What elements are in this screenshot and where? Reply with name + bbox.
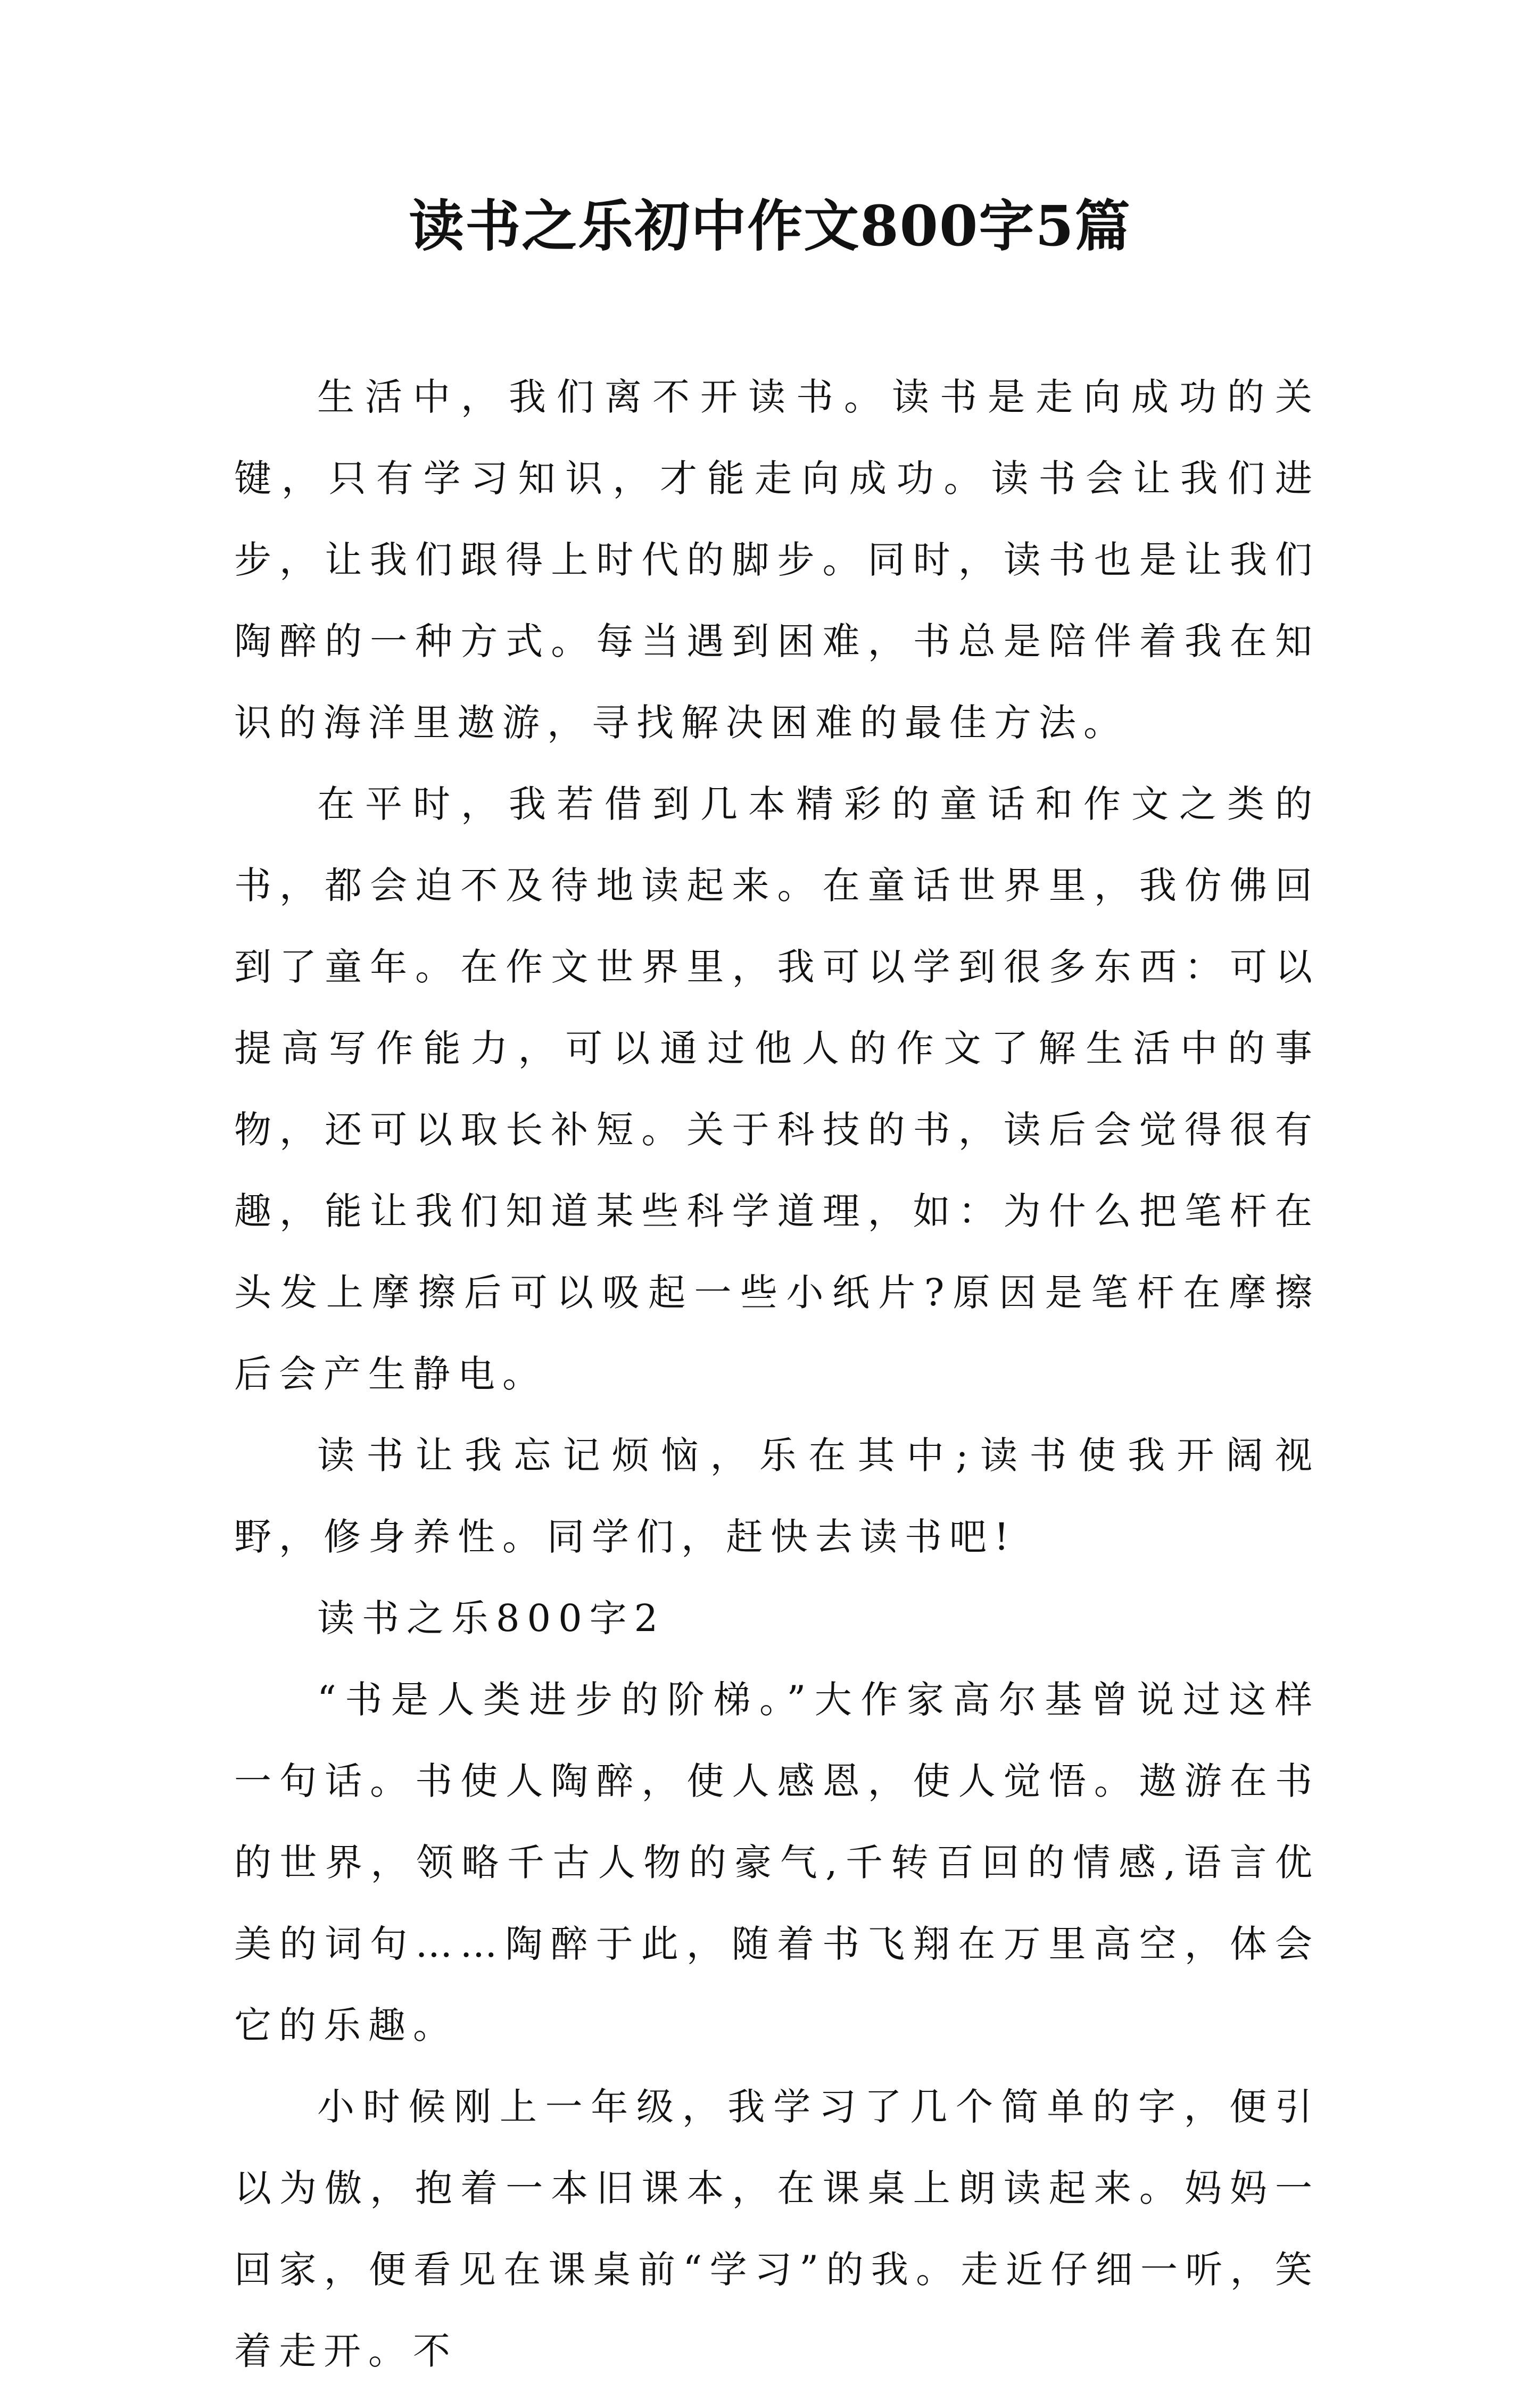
document-title: 读书之乐初中作文800字5篇	[409, 193, 1131, 259]
paragraph-5: 小时候刚上一年级，我学习了几个简单的字，便引以为傲，抱着一本旧课本，在课桌上朗读起来。妈妈一回家，便看见在课桌前“学习”的我。走近仔细一听，笑着走开。不	[234, 2085, 1320, 2373]
section-heading-2: 读书之乐800字2	[317, 1596, 666, 1640]
paragraph-1: 生活中，我们离不开读书。读书是走向成功的关键，只有学习知识，才能走向成功。读书会让我们进步，让我们跟得上时代的脚步。同时，读书也是让我们陶醉的一种方式。每当遇到困难，书总是陪伴着我在知识的海洋里遨游，寻找解决困难的最佳方法。	[234, 375, 1320, 744]
document-body	[234, 357, 1320, 2392]
paragraph-2: 在平时，我若借到几本精彩的童话和作文之类的书，都会迫不及待地读起来。在童话世界里，我仿佛回到了童年。在作文世界里，我可以学到很多东西：可以提高写作能力，可以通过他人的作文了解生活中的事物，还可以取长补短。关于科技的书，读后会觉得很有趣，能让我们知道某些科学道理，如：为什么把笔杆在头发上摩擦后可以吸起一些小纸片?原因是笔杆在摩擦后会产生静电。	[234, 782, 1320, 1396]
paragraph-3: 读书让我忘记烦恼，乐在其中;读书使我开阔视野，修身养性。同学们，赶快去读书吧!	[234, 1434, 1320, 1559]
paragraph-4: “书是人类进步的阶梯。”大作家高尔基曾说过这样一句话。书使人陶醉，使人感恩，使人觉悟。遨游在书的世界，领略千古人物的豪气,千转百回的情感,语言优美的词句……陶醉于此，随着书飞翔在万里高空，体会它的乐趣。	[234, 1678, 1320, 2047]
